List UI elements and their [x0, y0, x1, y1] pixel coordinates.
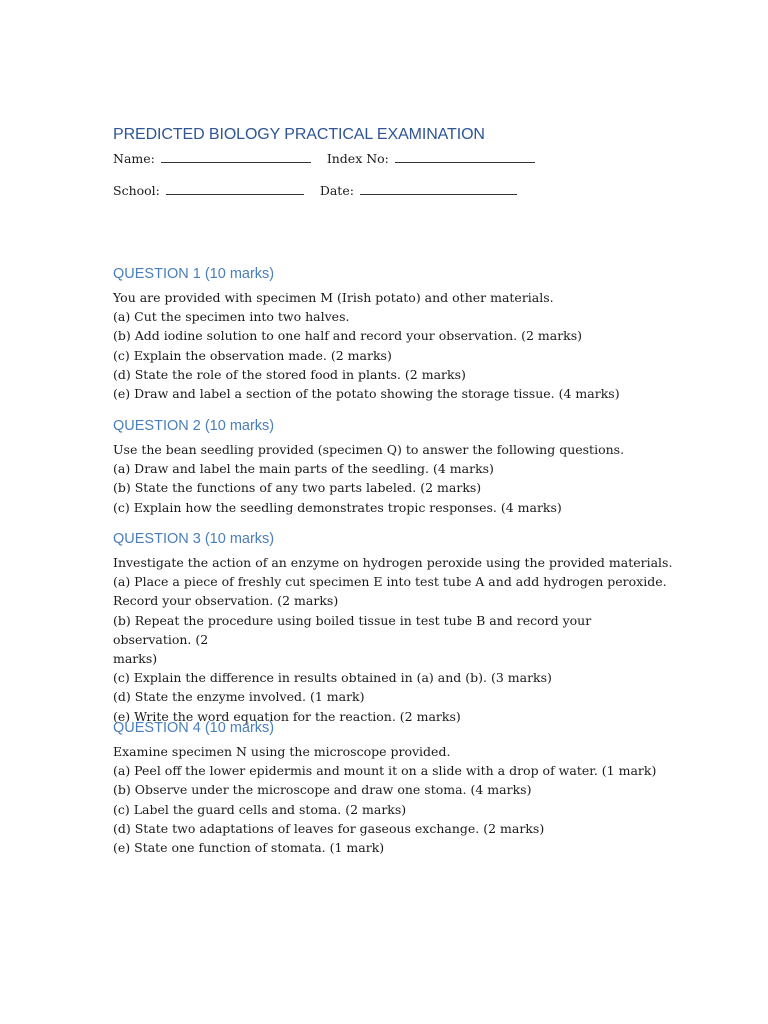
question-line: (a) Cut the specimen into two halves.: [113, 309, 350, 325]
question-line: (a) Peel off the lower epidermis and mount it on a slide with a drop of water. (1 mark): [113, 763, 657, 779]
index-no-label: Index No:: [326, 151, 389, 166]
question-line: You are provided with specimen M (Irish potato) and other materials.: [113, 290, 554, 305]
school-blank-line[interactable]: [166, 182, 304, 195]
question-heading: QUESTION 4 (10 marks): [113, 720, 275, 736]
question-2: [113, 418, 673, 517]
date-blank-line[interactable]: [360, 182, 517, 195]
question-heading: QUESTION 1 (10 marks): [113, 266, 275, 282]
question-line: Examine specimen N using the microscope provided.: [113, 744, 451, 759]
question-line: (c) Label the guard cells and stoma. (2 marks): [113, 801, 407, 817]
question-line: (b) Add iodine solution to one half and record your observation. (2 marks): [113, 328, 583, 344]
school-label: School:: [113, 183, 160, 198]
question-1: [113, 266, 673, 403]
question-line: (e) State one function of stomata. (1 mark): [113, 840, 385, 856]
index-no-field[interactable]: [327, 150, 535, 166]
question-line: (c) Explain the observation made. (2 marks): [113, 347, 392, 363]
question-line: (c) Explain the difference in results obtained in (a) and (b). (3 marks): [113, 670, 552, 686]
question-line: Use the bean seedling provided (specimen Q) to answer the following questions.: [113, 442, 625, 457]
question-line: (a) Place a piece of freshly cut specimen E into test tube A and add hydrogen peroxide.: [113, 574, 667, 590]
question-heading: QUESTION 2 (10 marks): [113, 418, 275, 434]
document-title: PREDICTED BIOLOGY PRACTICAL EXAMINATION: [113, 126, 485, 143]
field-row-school-date: [113, 182, 517, 198]
question-3: [113, 531, 673, 726]
name-label: Name:: [113, 151, 155, 166]
question-line: (b) Repeat the procedure using boiled tissue in test tube B and record your observation. (2: [113, 612, 592, 647]
question-line: (e) Draw and label a section of the potato showing the storage tissue. (4 marks): [113, 386, 620, 402]
question-line: marks): [113, 651, 158, 667]
question-4: [113, 720, 673, 857]
question-line: (a) Draw and label the main parts of the seedling. (4 marks): [113, 461, 494, 477]
index-no-blank-line[interactable]: [395, 150, 535, 163]
question-line: (d) State two adaptations of leaves for gaseous exchange. (2 marks): [113, 820, 545, 836]
question-line: Record your observation. (2 marks): [113, 593, 339, 609]
question-line: Investigate the action of an enzyme on hydrogen peroxide using the provided materials.: [113, 555, 673, 570]
field-row-name-index: [113, 150, 535, 166]
question-line: (e) Write the word equation for the reaction. (2 marks): [113, 708, 461, 724]
question-line: (d) State the enzyme involved. (1 mark): [113, 689, 365, 705]
question-line: (b) State the functions of any two parts labeled. (2 marks): [113, 480, 482, 496]
name-blank-line[interactable]: [161, 150, 311, 163]
date-label: Date:: [319, 183, 354, 198]
question-heading: QUESTION 3 (10 marks): [113, 531, 275, 547]
question-line: (b) Observe under the microscope and draw one stoma. (4 marks): [113, 782, 532, 798]
date-field[interactable]: [320, 182, 517, 198]
question-line: (c) Explain how the seedling demonstrates tropic responses. (4 marks): [113, 499, 562, 515]
question-line: (d) State the role of the stored food in plants. (2 marks): [113, 366, 466, 382]
school-field[interactable]: [113, 182, 304, 198]
name-field[interactable]: [113, 150, 311, 166]
